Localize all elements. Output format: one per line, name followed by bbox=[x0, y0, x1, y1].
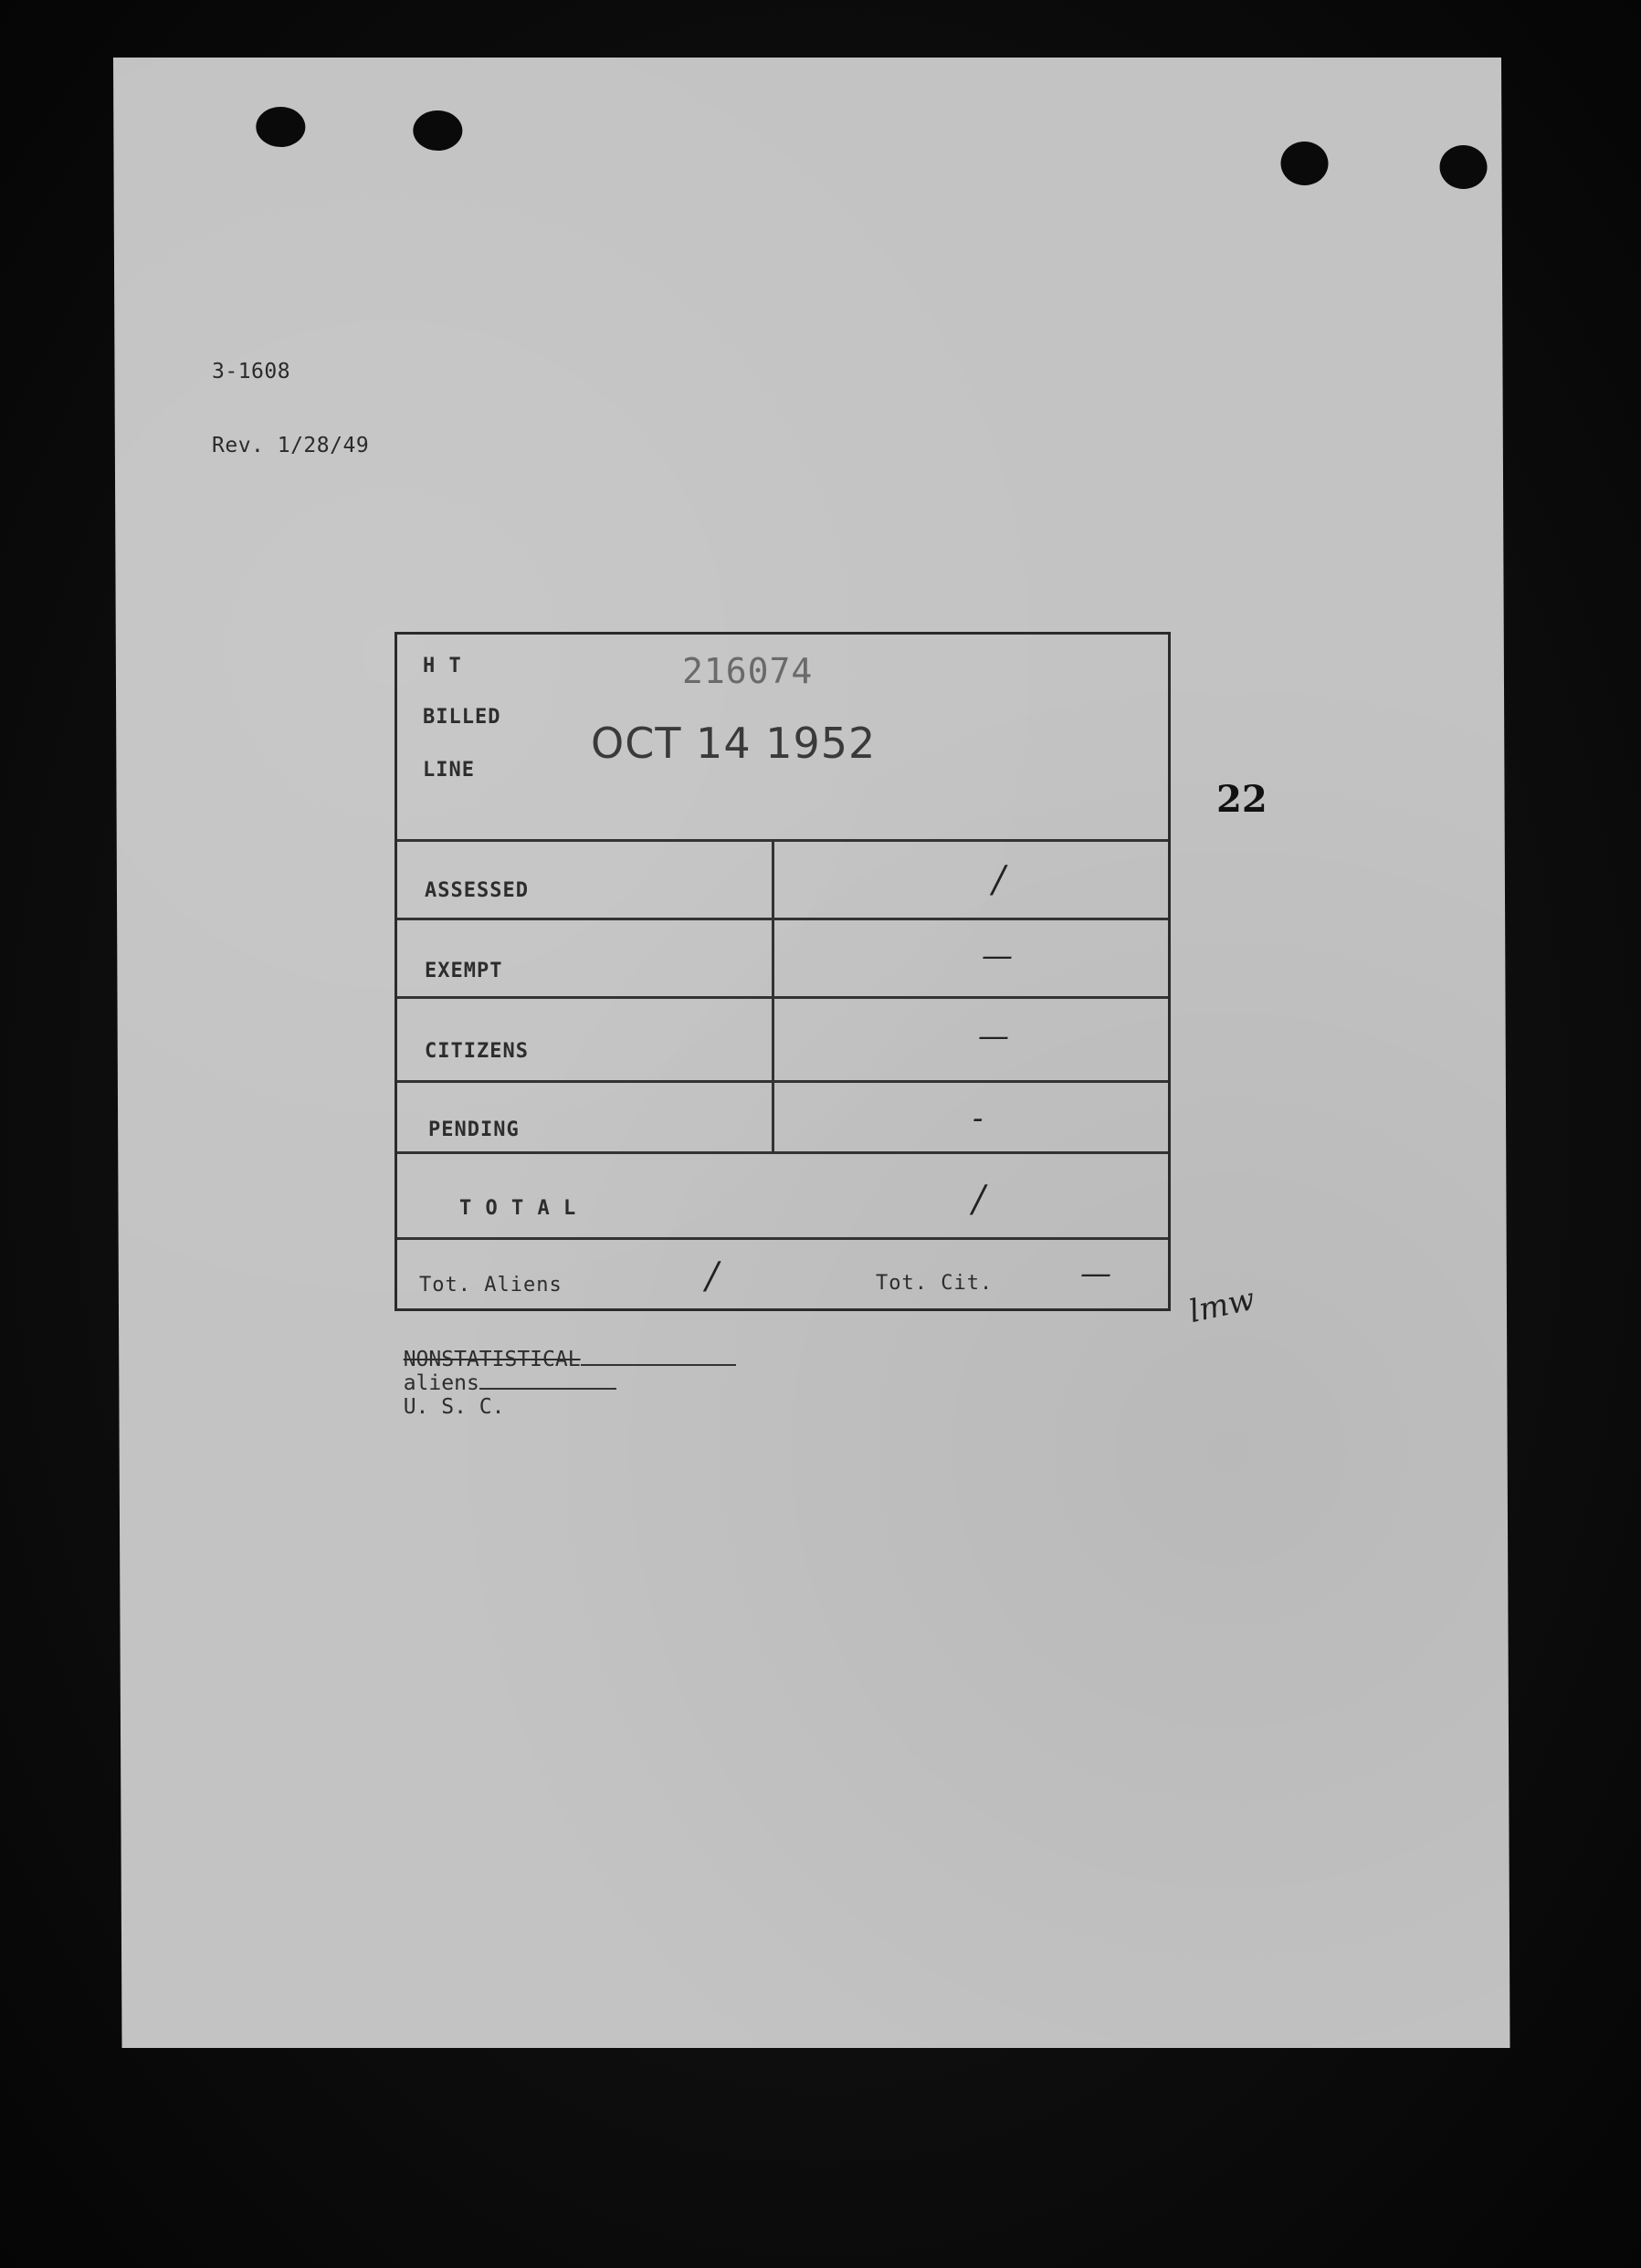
mark-pending: - bbox=[973, 1100, 984, 1137]
form-identifier bbox=[212, 310, 369, 483]
label-exempt: EXEMPT bbox=[425, 960, 503, 982]
form-revision: Rev. 1/28/49 bbox=[212, 434, 370, 457]
rule-header bbox=[397, 839, 1168, 842]
statistics-form-box bbox=[394, 632, 1171, 1311]
label-tot-cit: Tot. Cit. bbox=[876, 1272, 994, 1295]
label-pending: PENDING bbox=[428, 1118, 520, 1141]
rule-pending bbox=[397, 1151, 1168, 1154]
rule-citizens bbox=[397, 1080, 1168, 1083]
handwritten-initials: lmw bbox=[1185, 1280, 1258, 1331]
blank-aliens bbox=[479, 1371, 616, 1390]
footer-nonstatistical: NONSTATISTICAL bbox=[403, 1348, 581, 1371]
mark-citizens: — bbox=[978, 1018, 1009, 1055]
label-citizens: CITIZENS bbox=[425, 1040, 529, 1063]
label-line: LINE bbox=[423, 759, 475, 782]
mark-tot-aliens: / bbox=[706, 1255, 719, 1297]
label-ht: H T bbox=[423, 655, 462, 677]
mark-total: / bbox=[973, 1179, 985, 1221]
page-number: 22 bbox=[1216, 778, 1268, 821]
mark-assessed: / bbox=[993, 859, 1005, 901]
punch-hole-right-1 bbox=[1280, 142, 1328, 185]
label-assessed: ASSESSED bbox=[425, 879, 529, 902]
blank-nonstatistical bbox=[581, 1348, 736, 1366]
punch-hole-left-1 bbox=[256, 107, 305, 147]
footer-aliens: aliens bbox=[403, 1371, 479, 1395]
rule-assessed bbox=[397, 918, 1168, 920]
form-number: 3-1608 bbox=[212, 360, 291, 383]
footer-line bbox=[378, 1324, 736, 1419]
punch-hole-left-2 bbox=[413, 110, 462, 151]
label-total: T O T A L bbox=[459, 1197, 577, 1220]
mark-exempt: — bbox=[982, 938, 1013, 974]
rule-exempt bbox=[397, 996, 1168, 999]
stamp-date: OCT 14 1952 bbox=[591, 719, 877, 768]
rule-total bbox=[397, 1237, 1168, 1240]
label-billed: BILLED bbox=[423, 706, 501, 729]
footer-usc: U. S. C. bbox=[403, 1395, 505, 1419]
label-tot-aliens: Tot. Aliens bbox=[419, 1274, 563, 1297]
stamp-serial: 216074 bbox=[682, 651, 814, 691]
mark-tot-cit: — bbox=[1080, 1255, 1111, 1292]
punch-hole-right-2 bbox=[1439, 145, 1487, 189]
column-divider bbox=[772, 839, 774, 1151]
